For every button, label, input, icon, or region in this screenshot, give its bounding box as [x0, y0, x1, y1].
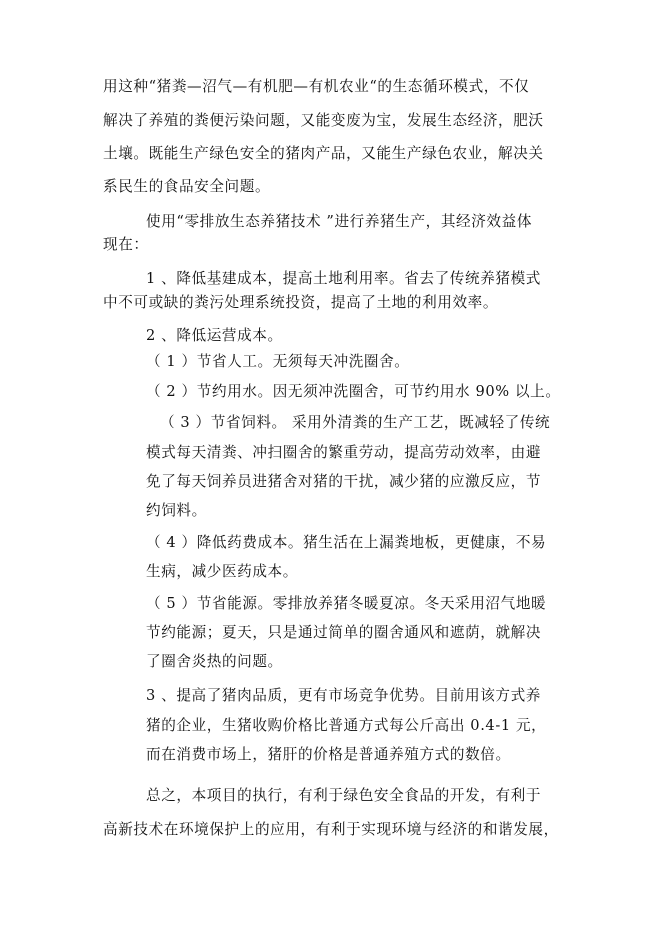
paragraph-line: 模式每天清粪、冲扫圈舍的繁重劳动，提高劳动效率，由避: [146, 444, 542, 461]
sub-item-5: （ 5 ）节省能源。零排放养猪冬暖夏凉。冬天采用沼气地暖: [146, 595, 547, 612]
paragraph-line: 现在：: [103, 236, 149, 253]
sub-item-3: （ 3 ）节省饲料。 采用外清粪的生产工艺，既减轻了传统: [160, 414, 551, 431]
paragraph-line: 土壤。既能生产绿色安全的猪肉产品，又能生产绿色农业，解决关: [103, 145, 544, 162]
list-item-2: 2 、降低运营成本。: [146, 327, 283, 344]
sub-item-4: （ 4 ）降低药费成本。猪生活在上漏粪地板，更健康，不易: [146, 534, 547, 551]
paragraph-line: 而在消费市场上，猪肝的价格是普通养殖方式的数倍。: [146, 746, 511, 763]
paragraph-line: 免了每天饲养员进猪舍对猪的干扰，减少猪的应激反应，节: [146, 473, 542, 490]
list-item-1: 1 、降低基建成本，提高土地利用率。省去了传统养猪模式: [146, 270, 541, 287]
paragraph-line: 生病，减少医药成本。: [146, 563, 298, 580]
paragraph-line: 高新技术在环境保护上的应用，有利于实现环境与经济的和谐发展，: [103, 821, 559, 838]
conclusion-line: 总之，本项目的执行，有利于绿色安全食品的开发，有利于: [146, 787, 542, 804]
paragraph-line: 节约能源；夏天，只是通过简单的圈舍通风和遮荫，就解决: [146, 624, 542, 641]
paragraph-line: 中不可或缺的粪污处理系统投资，提高了土地的利用效率。: [103, 294, 499, 311]
list-item-3: 3 、提高了猪肉品质，更有市场竞争优势。目前用该方式养: [146, 687, 541, 704]
paragraph-line: 用这种“猪粪—沼气—有机肥—有机农业“的生态循环模式，不仅: [103, 78, 530, 95]
paragraph-line: 猪的企业，生猪收购价格比普通方式每公斤高出 0.4-1 元，: [146, 717, 547, 734]
paragraph-line: 使用“零排放生态养猪技术 ”进行养猪生产，其经济效益体: [146, 213, 533, 230]
paragraph-line: 了圈舍炎热的问题。: [146, 653, 283, 670]
sub-item-1: （ 1 ）节省人工。无须每天冲洗圈舍。: [146, 353, 410, 370]
paragraph-line: 解决了养殖的粪便污染问题，又能变废为宝，发展生态经济，肥沃: [103, 112, 544, 129]
sub-item-2: （ 2 ）节约用水。因无须冲洗圈舍，可节约用水 90% 以上。: [146, 383, 561, 400]
paragraph-line: 约饲料。: [146, 502, 207, 519]
paragraph-line: 系民生的食品安全问题。: [103, 178, 271, 195]
